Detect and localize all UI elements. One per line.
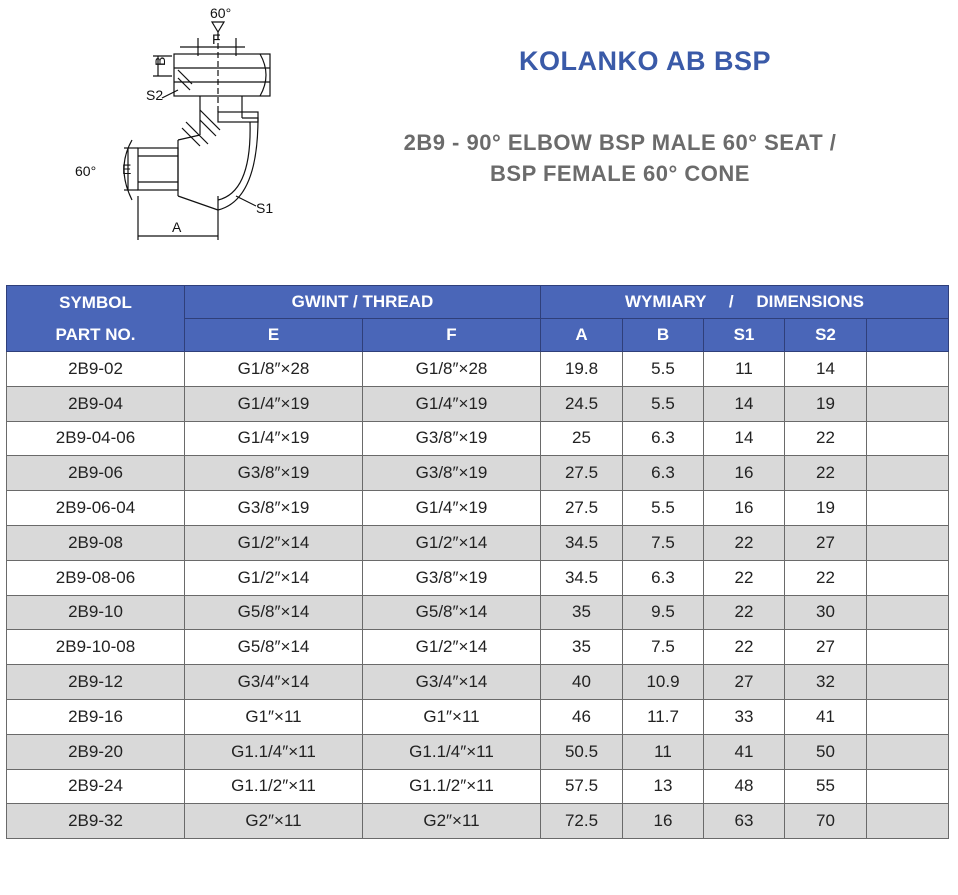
cell-f: G3/8″×19 bbox=[363, 456, 541, 491]
cell-s2: 22 bbox=[785, 560, 867, 595]
cell-a: 25 bbox=[541, 421, 623, 456]
cell-b: 6.3 bbox=[623, 421, 704, 456]
label-a: A bbox=[172, 219, 182, 235]
cell-e: G3/8″×19 bbox=[185, 491, 363, 526]
cell-s1: 41 bbox=[704, 734, 785, 769]
cell-a: 35 bbox=[541, 630, 623, 665]
cell-f: G1.1/4″×11 bbox=[363, 734, 541, 769]
cell-s2: 19 bbox=[785, 386, 867, 421]
cell-b: 6.3 bbox=[623, 560, 704, 595]
cell-b: 13 bbox=[623, 769, 704, 804]
cell-empty bbox=[867, 769, 949, 804]
cell-part-no: 2B9-08-06 bbox=[7, 560, 185, 595]
fitting-drawing bbox=[60, 0, 320, 250]
col-s2-header: S2 bbox=[785, 319, 867, 352]
cell-part-no: 2B9-12 bbox=[7, 665, 185, 700]
cell-e: G1/2″×14 bbox=[185, 560, 363, 595]
cell-a: 34.5 bbox=[541, 560, 623, 595]
cell-f: G1/2″×14 bbox=[363, 525, 541, 560]
dimensions-table bbox=[6, 285, 949, 839]
col-s1-header: S1 bbox=[704, 319, 785, 352]
cell-part-no: 2B9-10-08 bbox=[7, 630, 185, 665]
cell-part-no: 2B9-04 bbox=[7, 386, 185, 421]
cell-part-no: 2B9-06 bbox=[7, 456, 185, 491]
cell-s1: 27 bbox=[704, 665, 785, 700]
cell-s2: 27 bbox=[785, 525, 867, 560]
label-side-angle: 60° bbox=[75, 163, 97, 179]
col-e-header: E bbox=[185, 319, 363, 352]
table-row bbox=[7, 804, 949, 839]
cell-s1: 22 bbox=[704, 525, 785, 560]
table-row bbox=[7, 734, 949, 769]
cell-s2: 32 bbox=[785, 665, 867, 700]
cell-s2: 22 bbox=[785, 456, 867, 491]
subtitle-line-1: 2B9 - 90° ELBOW BSP MALE 60° SEAT / bbox=[403, 130, 837, 155]
cell-f: G1/4″×19 bbox=[363, 491, 541, 526]
cell-s1: 11 bbox=[704, 352, 785, 387]
cell-part-no: 2B9-24 bbox=[7, 769, 185, 804]
cell-b: 11.7 bbox=[623, 699, 704, 734]
cell-s1: 16 bbox=[704, 491, 785, 526]
cell-f: G3/8″×19 bbox=[363, 421, 541, 456]
table-row bbox=[7, 525, 949, 560]
table-row bbox=[7, 595, 949, 630]
cell-s2: 50 bbox=[785, 734, 867, 769]
cell-b: 10.9 bbox=[623, 665, 704, 700]
cell-e: G3/4″×14 bbox=[185, 665, 363, 700]
table-row bbox=[7, 769, 949, 804]
cell-a: 50.5 bbox=[541, 734, 623, 769]
table-row bbox=[7, 421, 949, 456]
table-row bbox=[7, 386, 949, 421]
cell-s2: 30 bbox=[785, 595, 867, 630]
cell-a: 19.8 bbox=[541, 352, 623, 387]
col-empty-header bbox=[867, 319, 949, 352]
cell-s1: 63 bbox=[704, 804, 785, 839]
table-row bbox=[7, 665, 949, 700]
symbol-header bbox=[7, 286, 185, 352]
col-b-header: B bbox=[623, 319, 704, 352]
cell-part-no: 2B9-06-04 bbox=[7, 491, 185, 526]
cell-b: 6.3 bbox=[623, 456, 704, 491]
cell-e: G3/8″×19 bbox=[185, 456, 363, 491]
label-f: F bbox=[212, 31, 221, 47]
cell-f: G1″×11 bbox=[363, 699, 541, 734]
cell-e: G5/8″×14 bbox=[185, 595, 363, 630]
cell-b: 11 bbox=[623, 734, 704, 769]
cell-b: 9.5 bbox=[623, 595, 704, 630]
cell-s1: 33 bbox=[704, 699, 785, 734]
cell-s2: 27 bbox=[785, 630, 867, 665]
cell-s1: 22 bbox=[704, 630, 785, 665]
cell-part-no: 2B9-04-06 bbox=[7, 421, 185, 456]
cell-b: 5.5 bbox=[623, 352, 704, 387]
cell-f: G1/2″×14 bbox=[363, 630, 541, 665]
cell-s2: 22 bbox=[785, 421, 867, 456]
table-row bbox=[7, 456, 949, 491]
label-s1: S1 bbox=[256, 200, 274, 216]
cell-s2: 55 bbox=[785, 769, 867, 804]
cell-empty bbox=[867, 421, 949, 456]
cell-a: 27.5 bbox=[541, 456, 623, 491]
cell-s1: 14 bbox=[704, 386, 785, 421]
col-f-header: F bbox=[363, 319, 541, 352]
cell-empty bbox=[867, 665, 949, 700]
cell-f: G3/8″×19 bbox=[363, 560, 541, 595]
cell-b: 7.5 bbox=[623, 525, 704, 560]
cell-a: 46 bbox=[541, 699, 623, 734]
label-e: E bbox=[122, 161, 132, 177]
cell-empty bbox=[867, 630, 949, 665]
cell-empty bbox=[867, 456, 949, 491]
cell-e: G1/4″×19 bbox=[185, 386, 363, 421]
cell-f: G5/8″×14 bbox=[363, 595, 541, 630]
cell-empty bbox=[867, 560, 949, 595]
label-s2: S2 bbox=[146, 87, 164, 103]
part-no-label: PART NO. bbox=[55, 324, 136, 344]
table-row bbox=[7, 491, 949, 526]
cell-f: G3/4″×14 bbox=[363, 665, 541, 700]
cell-a: 40 bbox=[541, 665, 623, 700]
cell-b: 7.5 bbox=[623, 630, 704, 665]
cell-empty bbox=[867, 491, 949, 526]
table-row bbox=[7, 699, 949, 734]
cell-e: G1.1/2″×11 bbox=[185, 769, 363, 804]
cell-empty bbox=[867, 525, 949, 560]
cell-f: G2″×11 bbox=[363, 804, 541, 839]
cell-s1: 48 bbox=[704, 769, 785, 804]
cell-a: 72.5 bbox=[541, 804, 623, 839]
cell-part-no: 2B9-10 bbox=[7, 595, 185, 630]
cell-empty bbox=[867, 699, 949, 734]
col-a-header: A bbox=[541, 319, 623, 352]
cell-s1: 14 bbox=[704, 421, 785, 456]
page-subtitle bbox=[340, 127, 900, 189]
cell-a: 27.5 bbox=[541, 491, 623, 526]
table-row bbox=[7, 630, 949, 665]
cell-empty bbox=[867, 804, 949, 839]
cell-s2: 70 bbox=[785, 804, 867, 839]
cell-b: 16 bbox=[623, 804, 704, 839]
cell-e: G1/8″×28 bbox=[185, 352, 363, 387]
cell-a: 24.5 bbox=[541, 386, 623, 421]
cell-e: G1″×11 bbox=[185, 699, 363, 734]
cell-e: G5/8″×14 bbox=[185, 630, 363, 665]
table-body bbox=[7, 352, 949, 839]
cell-s1: 22 bbox=[704, 560, 785, 595]
cell-s2: 19 bbox=[785, 491, 867, 526]
cell-empty bbox=[867, 352, 949, 387]
cell-s1: 16 bbox=[704, 456, 785, 491]
cell-e: G1/2″×14 bbox=[185, 525, 363, 560]
dimensions-header: WYMIARY / DIMENSIONS bbox=[541, 286, 949, 319]
cell-b: 5.5 bbox=[623, 491, 704, 526]
cell-e: G1.1/4″×11 bbox=[185, 734, 363, 769]
cell-part-no: 2B9-02 bbox=[7, 352, 185, 387]
cell-s1: 22 bbox=[704, 595, 785, 630]
cell-empty bbox=[867, 386, 949, 421]
symbol-label: SYMBOL bbox=[59, 292, 132, 312]
cell-s2: 14 bbox=[785, 352, 867, 387]
thread-header: GWINT / THREAD bbox=[185, 286, 541, 319]
page-title: KOLANKO AB BSP bbox=[518, 46, 771, 76]
table-row bbox=[7, 560, 949, 595]
cell-part-no: 2B9-08 bbox=[7, 525, 185, 560]
cell-a: 35 bbox=[541, 595, 623, 630]
cell-a: 34.5 bbox=[541, 525, 623, 560]
cell-empty bbox=[867, 595, 949, 630]
cell-f: G1/8″×28 bbox=[363, 352, 541, 387]
cell-f: G1/4″×19 bbox=[363, 386, 541, 421]
cell-e: G1/4″×19 bbox=[185, 421, 363, 456]
cell-empty bbox=[867, 734, 949, 769]
subtitle-line-2: BSP FEMALE 60° CONE bbox=[490, 161, 750, 186]
cell-e: G2″×11 bbox=[185, 804, 363, 839]
cell-s2: 41 bbox=[785, 699, 867, 734]
cell-part-no: 2B9-20 bbox=[7, 734, 185, 769]
cell-b: 5.5 bbox=[623, 386, 704, 421]
cell-f: G1.1/2″×11 bbox=[363, 769, 541, 804]
cell-part-no: 2B9-16 bbox=[7, 699, 185, 734]
label-b: B bbox=[152, 56, 168, 66]
label-top-angle: 60° bbox=[210, 5, 232, 21]
cell-a: 57.5 bbox=[541, 769, 623, 804]
table-row bbox=[7, 352, 949, 387]
cell-part-no: 2B9-32 bbox=[7, 804, 185, 839]
